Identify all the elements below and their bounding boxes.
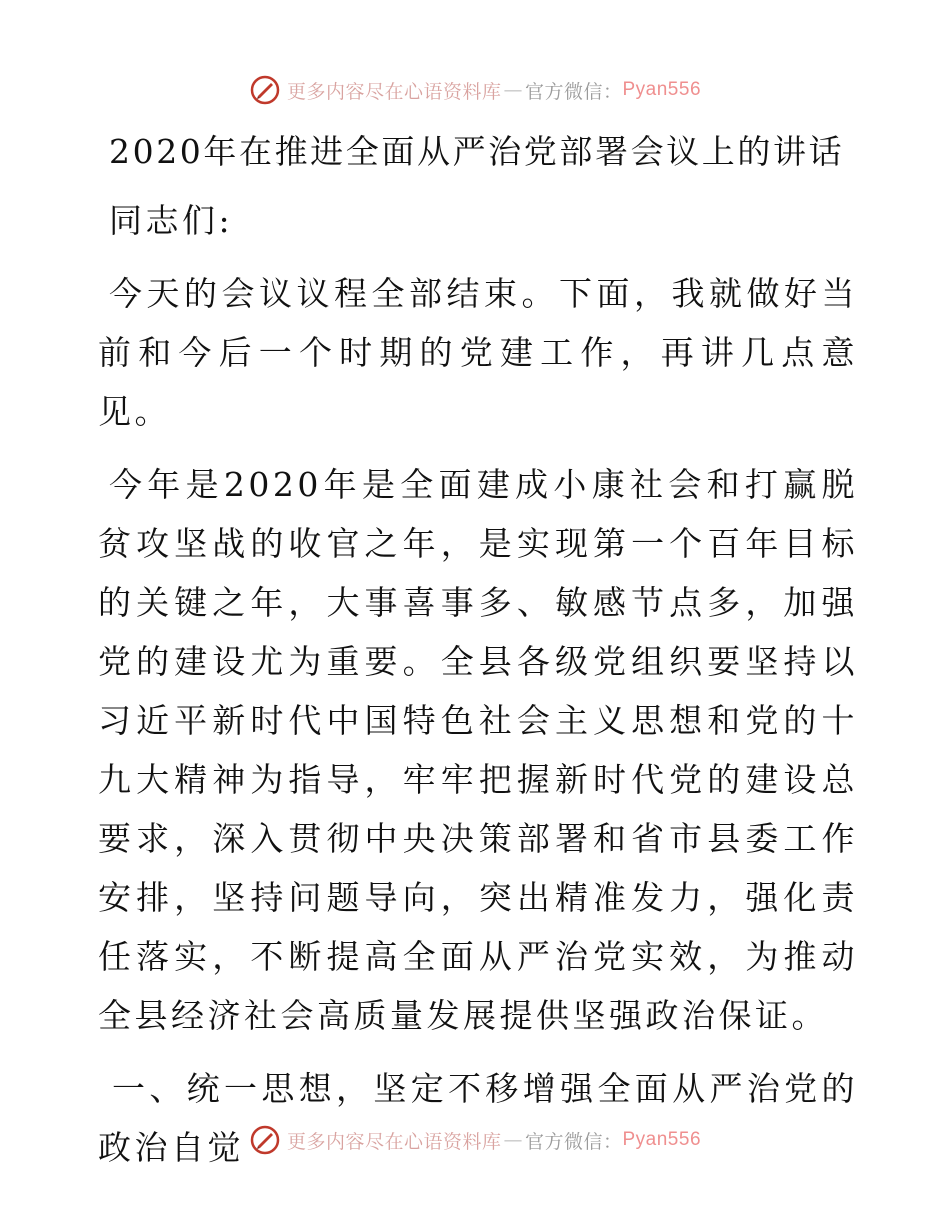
watermark-dash: — [503,1129,523,1151]
document-body [98,122,858,1177]
watermark-suffix: 官方微信： [524,80,623,103]
watermark-main-text: 更多内容尽在心语资料库 [286,80,502,103]
watermark-wechat-id: Pyan556 [622,79,702,100]
quill-logo-icon [249,1124,281,1156]
watermark-dash: — [503,79,523,101]
quill-logo-icon [249,74,281,106]
paragraph-1: 今天的会议议程全部结束。下面，我就做好当前和今后一个时期的党建工作，再讲几点意见。 [98,274,858,431]
paragraph-2: 今年是2020年是全面建成小康社会和打赢脱贫攻坚战的收官之年，是实现第一个百年目标的关键之年，大事喜事多、敏感节点多，加强党的建设尤为重要。全县各级党组织要坚持以习近平新时代中国特色社会主义思想和党的十九大精神为指导，牢牢把握新时代党的建设总要求，深入贯彻中央决策部署和省市县委工作安排，坚持问题导向，突出精准发力，强化责任落实，不断提高全面从严治党实效，为推动全县经济社会高质量发展提供坚强政治保证。 [98,465,858,1035]
greeting: 同志们: [109,201,234,240]
watermark-footer [0,1120,950,1160]
watermark-header [0,70,950,110]
watermark-main-text: 更多内容尽在心语资料库 [286,1130,502,1153]
section-heading-1: 一、统一思想，坚定不移增强全面从严治党的政治自觉 [98,1069,858,1167]
watermark-wechat-id: Pyan556 [622,1129,702,1150]
watermark-suffix: 官方微信： [524,1130,623,1153]
document-title: 2020年在推进全面从严治党部署会议上的讲话 [109,132,845,171]
